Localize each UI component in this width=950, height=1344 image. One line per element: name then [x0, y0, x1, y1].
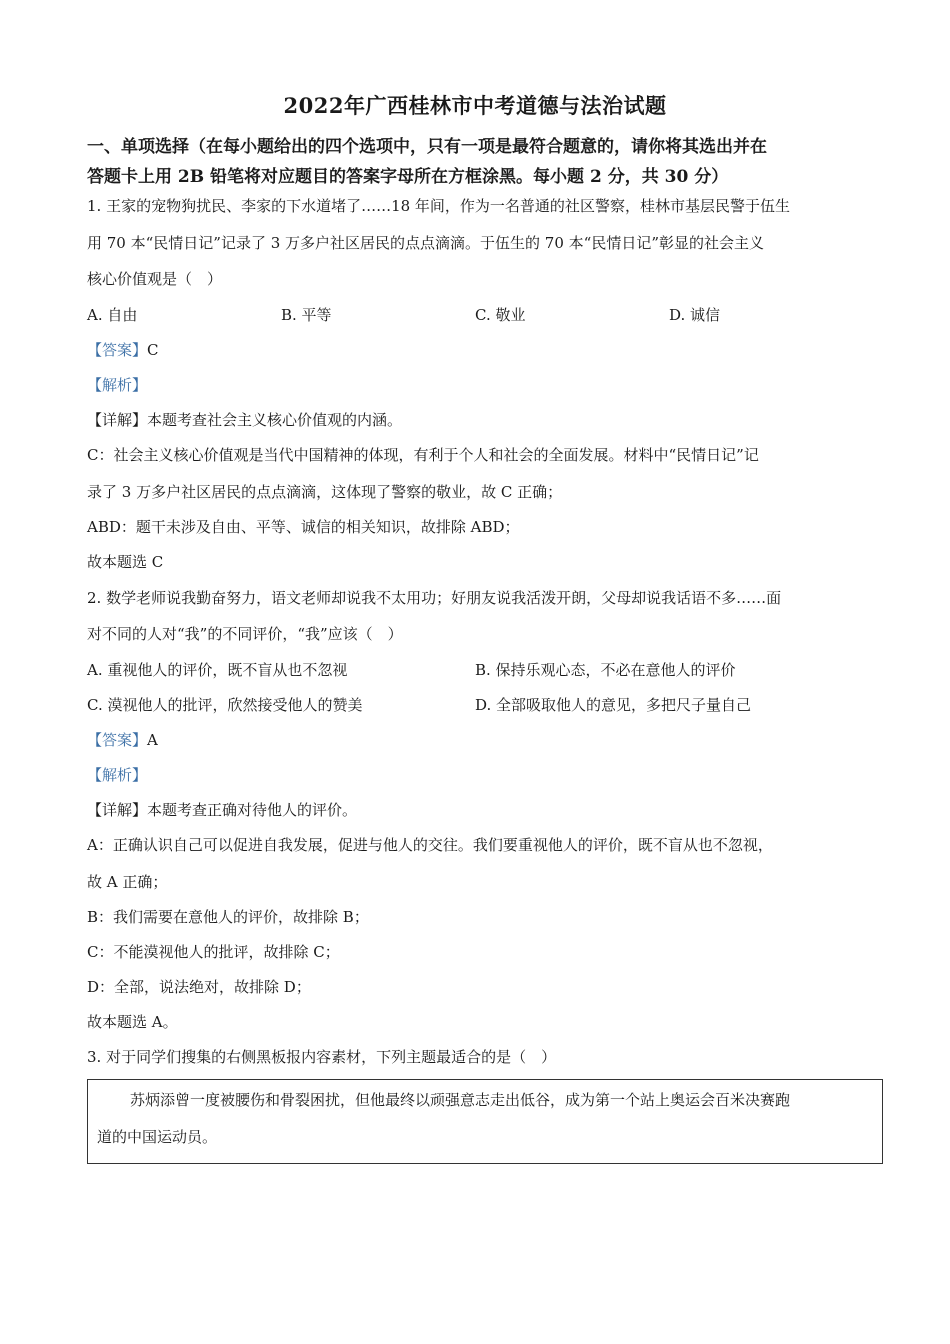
question-1-analysis-tag: 【解析】 — [87, 376, 148, 394]
material-text: 苏炳添曾一度被腰伤和骨裂困扰，但他最终以顽强意志走出低谷，成为第一个站上奥运会百米决赛跑 — [130, 1091, 791, 1109]
question-2-option-c: C. 漠视他人的批评，欣然接受他人的赞美 — [87, 696, 363, 714]
material-text: 道的中国运动员。 — [97, 1128, 218, 1146]
question-1-stem: 用 70 本“民情日记”记录了 3 万多户社区居民的点点滴滴。于伍生的 70 本“民情日记”彰显的社会主义 — [87, 234, 765, 252]
question-1-answer — [87, 340, 159, 360]
question-2-stem: 对不同的人对“我”的不同评价，“我”应该（ ） — [87, 625, 403, 643]
question-2-detail: D：全部，说法绝对，故排除 D； — [87, 978, 311, 996]
question-1-detail: 录了 3 万多户社区居民的点点滴滴，这体现了警察的敬业，故 C 正确； — [87, 483, 563, 501]
question-3-stem: 3. 对于同学们搜集的右侧黑板报内容素材，下列主题最适合的是（ ） — [87, 1048, 557, 1066]
section-heading-line: 一、单项选择（在每小题给出的四个选项中，只有一项是最符合题意的，请你将其选出并在 — [87, 137, 767, 157]
question-1-stem: 1. 王家的宠物狗扰民、李家的下水道堵了……18 年间，作为一名普通的社区警察，桂林市基层民警于伍生 — [87, 197, 790, 215]
question-2-option-a: A. 重视他人的评价，既不盲从也不忽视 — [87, 661, 348, 679]
question-2-stem: 2. 数学老师说我勤奋努力，语文老师却说我不太用功；好朋友说我活泼开朗，父母却说我话语不多……面 — [87, 589, 782, 607]
section-heading — [87, 132, 877, 192]
question-1-option-a: A. 自由 — [87, 306, 138, 324]
material-box — [87, 1079, 883, 1164]
question-2-option-d: D. 全部吸取他人的意见，多把尺子量自己 — [475, 696, 752, 714]
question-2-detail: 故 A 正确； — [87, 873, 168, 891]
question-1-detail: C：社会主义核心价值观是当代中国精神的体现，有利于个人和社会的全面发展。材料中“民情日记”记 — [87, 446, 759, 464]
question-2-analysis-tag: 【解析】 — [87, 766, 148, 784]
question-1-detail: 【详解】本题考查社会主义核心价值观的内涵。 — [87, 411, 403, 429]
question-2-detail: 故本题选 A。 — [87, 1013, 178, 1031]
question-2-detail: C：不能漠视他人的批评，故排除 C； — [87, 943, 340, 961]
question-1-detail: ABD：题干未涉及自由、平等、诚信的相关知识，故排除 ABD； — [87, 518, 520, 536]
question-1-option-b: B. 平等 — [281, 306, 332, 324]
question-2-detail: 【详解】本题考查正确对待他人的评价。 — [87, 801, 358, 819]
answer-value: A — [147, 731, 158, 749]
question-2-detail: A：正确认识自己可以促进自我发展，促进与他人的交往。我们要重视他人的评价，既不盲从也不忽视， — [87, 836, 773, 854]
answer-tag: 【答案】 — [87, 341, 148, 359]
question-2-option-b: B. 保持乐观心态，不必在意他人的评价 — [475, 661, 736, 679]
question-2-answer — [87, 730, 158, 750]
question-1-detail: 故本题选 C — [87, 553, 164, 571]
answer-tag: 【答案】 — [87, 731, 148, 749]
question-2-detail: B：我们需要在意他人的评价，故排除 B； — [87, 908, 369, 926]
question-1-option-d: D. 诚信 — [669, 306, 721, 324]
answer-value: C — [147, 341, 159, 359]
question-1-option-c: C. 敬业 — [475, 306, 526, 324]
question-1-stem: 核心价值观是（ ） — [87, 270, 223, 288]
section-heading-line: 答题卡上用 2B 铅笔将对应题目的答案字母所在方框涂黑。每小题 2 分，共 30 分） — [87, 167, 729, 187]
page-title: 2022年广西桂林市中考道德与法治试题 — [283, 93, 667, 118]
